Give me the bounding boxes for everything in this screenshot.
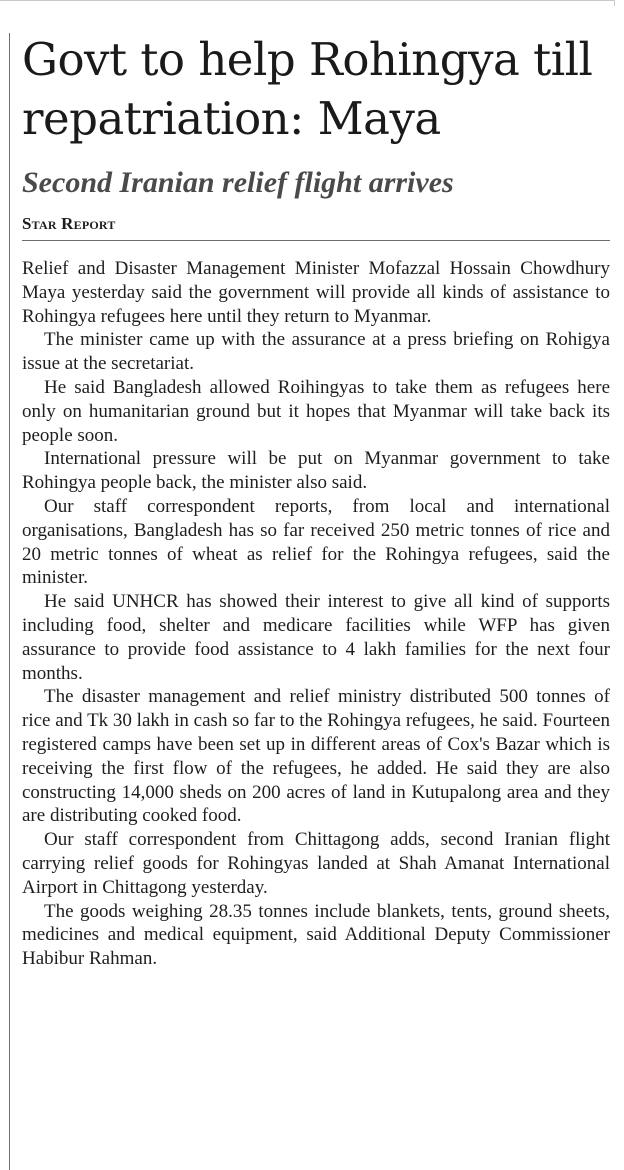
subheadline: Second Iranian relief flight arrives: [22, 166, 454, 199]
paragraph-6: He said UNHCR has showed their interest to give all kind of supports including food, shelter and medicare facilities while WFP has given assurance to provide food assistance to 4 lakh families for the next four months.: [22, 591, 610, 684]
paragraph-3: He said Bangladesh allowed Roihingyas to take them as refugees here only on humanitarian ground but it hopes that Myanmar will take back its people soon.: [22, 376, 610, 446]
paragraph-4: International pressure will be put on Myanmar government to take Rohingya people back, the minister also said.: [22, 448, 610, 494]
paragraph-8: Our staff correspondent from Chittagong adds, second Iranian flight carrying relief goods for Rohingyas landed at Shah Amanat International Airport in Chittagong yesterday.: [22, 829, 610, 898]
paragraph-9: The goods weighing 28.35 tonnes include blankets, tents, ground sheets, medicines and medical equipment, said Additional Deputy Commissioner Habibur Rahman.: [22, 900, 610, 970]
top-corner-rule: [604, 0, 615, 6]
byline: Star Report: [22, 214, 116, 233]
paragraph-2: The minister came up with the assurance at a press briefing on Rohigya issue at the secretariat.: [22, 329, 610, 375]
paragraph-5: Our staff correspondent reports, from local and international organisations, Bangladesh has so far received 250 metric tonnes of rice and 20 metric tonnes of wheat as relief for the Rohingya refugees, said the minister.: [22, 495, 610, 589]
headline: Govt to help Rohingya till repatriation: Maya: [22, 33, 593, 145]
column-rule: [9, 33, 10, 1170]
byline-divider: [22, 240, 610, 241]
paragraph-1: Relief and Disaster Management Minister Mofazzal Hossain Chowdhury Maya yesterday said the government will provide all kinds of assistance to Rohingya refugees here until they return to Myanmar.: [22, 258, 610, 327]
article-body: [22, 257, 610, 971]
paragraph-7: The disaster management and relief ministry distributed 500 tonnes of rice and Tk 30 lakh in cash so far to the Rohingya refugees, he said. Fourteen registered camps have been set up in different areas of Cox's Bazar which is receiving the first flow of the refugees, he added. He said they are also constructing 14,000 sheds on 200 acres of land in Kutupalong area and they are distributing cooked food.: [22, 686, 610, 827]
top-border-rule: [0, 0, 614, 1]
